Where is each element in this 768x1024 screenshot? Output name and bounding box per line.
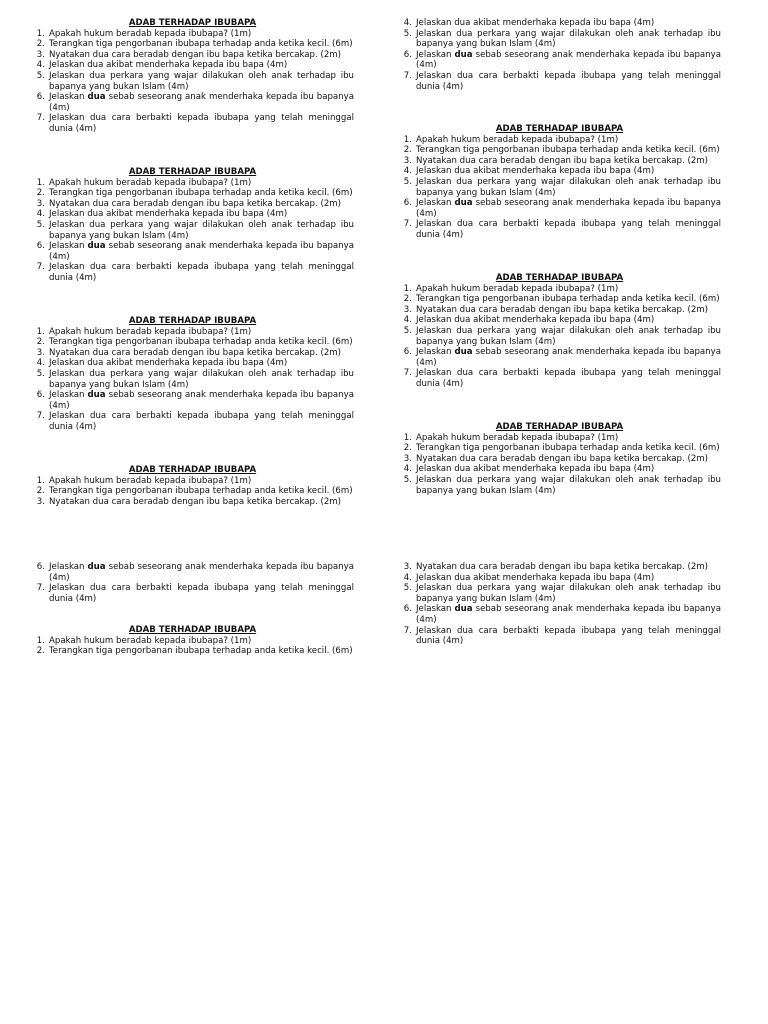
question-number: 2. <box>403 294 412 305</box>
question-text: Apakah hukum beradab kepada ibubapa? (1m) <box>416 134 619 145</box>
question-number: 1. <box>36 635 45 646</box>
worksheet-block <box>31 562 354 604</box>
question-text: sebab seseorang anak menderhaka kepada ibu bapanya (4m) <box>49 390 354 411</box>
question-item <box>31 71 354 92</box>
question-item <box>31 358 354 369</box>
question-text: Jelaskan dua akibat menderhaka kepada ibu bapa (4m) <box>416 166 655 177</box>
question-text: Jelaskan dua akibat menderhaka kepada ibu bapa (4m) <box>49 209 288 220</box>
question-text: Apakah hukum beradab kepada ibubapa? (1m) <box>49 326 252 337</box>
question-item <box>398 18 721 29</box>
question-number: 5. <box>403 28 412 39</box>
question-text: Terangkan tiga pengorbanan ibubapa terhadap anda ketika kecil. (6m) <box>49 39 353 50</box>
question-item <box>398 198 721 219</box>
question-number: 1. <box>36 326 45 337</box>
question-item <box>31 199 354 210</box>
question-number: 5. <box>403 325 412 336</box>
question-emphasis: dua <box>454 347 473 358</box>
question-list <box>398 284 721 390</box>
question-list <box>398 135 721 241</box>
question-item <box>31 411 354 432</box>
question-emphasis: dua <box>454 604 473 615</box>
question-text: Apakah hukum beradab kepada ibubapa? (1m) <box>49 177 252 188</box>
worksheet-block <box>398 422 721 496</box>
question-item <box>398 626 721 647</box>
question-number: 7. <box>36 262 45 273</box>
block-title: ADAB TERHADAP IBUBAPA <box>128 625 257 635</box>
question-number: 6. <box>403 49 412 60</box>
question-text: Jelaskan dua perkara yang wajar dilakukan oleh anak terhadap ibu bapanya yang bukan Islam (4m) <box>416 583 721 604</box>
question-text: Jelaskan dua akibat menderhaka kepada ibu bapa (4m) <box>416 18 655 28</box>
question-number: 7. <box>403 219 412 230</box>
question-list <box>31 327 354 433</box>
question-list <box>31 178 354 284</box>
question-list <box>398 433 721 497</box>
question-number: 6. <box>36 390 45 401</box>
question-item <box>398 294 721 305</box>
question-item <box>31 220 354 241</box>
question-text: Terangkan tiga pengorbanan ibubapa terhadap anda ketika kecil. (6m) <box>49 646 353 657</box>
question-item <box>31 390 354 411</box>
question-text: Nyatakan dua cara beradab dengan ibu bapa ketika bercakap. (2m) <box>416 155 709 166</box>
worksheet-block <box>398 124 721 241</box>
question-text: Terangkan tiga pengorbanan ibubapa terhadap anda ketika kecil. (6m) <box>49 337 353 348</box>
question-number: 3. <box>403 562 412 572</box>
question-item <box>398 145 721 156</box>
question-number: 3. <box>403 453 412 464</box>
question-number: 5. <box>403 474 412 485</box>
question-item <box>31 497 354 508</box>
question-text: Nyatakan dua cara beradab dengan ibu bapa ketika bercakap. (2m) <box>49 496 342 507</box>
question-text: Jelaskan <box>49 562 88 572</box>
question-number: 3. <box>36 198 45 209</box>
worksheet-block <box>31 18 354 135</box>
question-number: 2. <box>36 188 45 199</box>
worksheet-block <box>31 167 354 284</box>
question-number: 5. <box>36 70 45 81</box>
question-text: Jelaskan <box>49 241 88 252</box>
question-item <box>398 433 721 444</box>
question-text: Terangkan tiga pengorbanan ibubapa terhadap anda ketika kecil. (6m) <box>416 145 720 156</box>
question-item <box>398 326 721 347</box>
question-item <box>31 178 354 189</box>
question-text: Nyatakan dua cara beradab dengan ibu bapa ketika bercakap. (2m) <box>416 304 709 315</box>
question-text: Jelaskan <box>416 347 455 358</box>
block-title: ADAB TERHADAP IBUBAPA <box>495 124 624 134</box>
question-item <box>398 156 721 167</box>
question-item <box>31 327 354 338</box>
question-item <box>398 71 721 92</box>
question-text: Nyatakan dua cara beradab dengan ibu bapa ketika bercakap. (2m) <box>416 562 709 572</box>
question-text: sebab seseorang anak menderhaka kepada ibu bapanya (4m) <box>416 347 721 368</box>
question-text: Apakah hukum beradab kepada ibubapa? (1m) <box>416 283 619 294</box>
question-text: Jelaskan dua perkara yang wajar dilakukan oleh anak terhadap ibu bapanya yang bukan Islam (4m) <box>416 474 721 496</box>
question-item <box>398 315 721 326</box>
question-text: Jelaskan dua cara berbakti kepada ibubapa yang telah meninggal dunia (4m) <box>416 368 721 389</box>
question-text: Nyatakan dua cara beradab dengan ibu bapa ketika bercakap. (2m) <box>49 347 342 358</box>
question-item <box>31 646 354 657</box>
question-number: 7. <box>403 70 412 81</box>
question-emphasis: dua <box>87 241 106 252</box>
question-item <box>31 486 354 497</box>
block-title: ADAB TERHADAP IBUBAPA <box>128 316 257 326</box>
question-number: 7. <box>36 113 45 124</box>
question-item <box>31 113 354 134</box>
question-number: 4. <box>403 166 412 177</box>
worksheet-block <box>398 18 721 92</box>
question-number: 1. <box>403 134 412 145</box>
question-text: Jelaskan <box>416 49 455 60</box>
question-item <box>31 60 354 71</box>
question-item <box>398 604 721 625</box>
question-emphasis: dua <box>454 198 473 209</box>
question-number: 2. <box>36 39 45 50</box>
question-item <box>31 262 354 283</box>
question-number: 2. <box>403 443 412 454</box>
question-item <box>31 92 354 113</box>
question-item <box>31 39 354 50</box>
question-item <box>31 29 354 40</box>
question-number: 2. <box>36 486 45 497</box>
question-number: 4. <box>36 209 45 220</box>
question-item <box>31 337 354 348</box>
question-number: 3. <box>36 496 45 507</box>
question-text: Jelaskan dua perkara yang wajar dilakukan oleh anak terhadap ibu bapanya yang bukan Islam (4m) <box>49 70 354 92</box>
question-number: 4. <box>36 60 45 71</box>
question-number: 5. <box>403 176 412 187</box>
question-emphasis: dua <box>87 390 106 401</box>
question-list <box>398 562 721 647</box>
worksheet-block <box>398 562 721 647</box>
question-number: 1. <box>36 475 45 486</box>
question-text: Apakah hukum beradab kepada ibubapa? (1m) <box>49 28 252 39</box>
question-number: 3. <box>403 155 412 166</box>
question-list <box>31 476 354 508</box>
question-number: 3. <box>36 49 45 60</box>
question-number: 3. <box>403 304 412 315</box>
question-number: 2. <box>403 145 412 156</box>
question-item <box>398 347 721 368</box>
question-item <box>31 241 354 262</box>
question-number: 6. <box>36 241 45 252</box>
question-text: Jelaskan <box>416 198 455 209</box>
question-item <box>398 464 721 475</box>
question-text: Nyatakan dua cara beradab dengan ibu bapa ketika bercakap. (2m) <box>49 49 342 60</box>
question-text: Jelaskan dua akibat menderhaka kepada ibu bapa (4m) <box>416 315 655 326</box>
question-text: Jelaskan dua perkara yang wajar dilakukan oleh anak terhadap ibu bapanya yang bukan Islam (4m) <box>416 325 721 347</box>
question-emphasis: dua <box>454 49 473 60</box>
question-text: Jelaskan dua cara berbakti kepada ibubapa yang telah meninggal dunia (4m) <box>416 219 721 240</box>
question-item <box>31 348 354 359</box>
question-text: Jelaskan dua cara berbakti kepada ibubapa yang telah meninggal dunia (4m) <box>416 70 721 92</box>
question-item <box>31 562 354 583</box>
question-item <box>398 135 721 146</box>
question-text: Jelaskan dua cara berbakti kepada ibubapa yang telah meninggal dunia (4m) <box>49 262 354 283</box>
question-text: Jelaskan dua cara berbakti kepada ibubapa yang telah meninggal dunia (4m) <box>49 113 354 134</box>
question-number: 1. <box>36 28 45 39</box>
question-text: Jelaskan dua cara berbakti kepada ibubapa yang telah meninggal dunia (4m) <box>416 625 721 647</box>
question-item <box>398 583 721 604</box>
question-text: sebab seseorang anak menderhaka kepada ibu bapanya (4m) <box>49 562 354 583</box>
worksheet-block <box>398 273 721 390</box>
question-item <box>398 50 721 71</box>
question-number: 1. <box>403 432 412 443</box>
question-number: 6. <box>403 604 412 615</box>
question-item <box>398 454 721 465</box>
question-number: 1. <box>403 283 412 294</box>
question-item <box>31 188 354 199</box>
question-number: 4. <box>36 358 45 369</box>
worksheet-block <box>31 625 354 657</box>
block-title: ADAB TERHADAP IBUBAPA <box>128 465 257 475</box>
question-number: 7. <box>403 625 412 636</box>
question-item <box>398 368 721 389</box>
question-number: 3. <box>36 347 45 358</box>
question-number: 5. <box>403 583 412 594</box>
question-item <box>398 29 721 50</box>
block-title: ADAB TERHADAP IBUBAPA <box>495 422 624 432</box>
question-item <box>398 573 721 584</box>
question-text: sebab seseorang anak menderhaka kepada ibu bapanya (4m) <box>49 92 354 113</box>
question-number: 6. <box>36 92 45 103</box>
question-text: Apakah hukum beradab kepada ibubapa? (1m) <box>416 432 619 443</box>
question-text: sebab seseorang anak menderhaka kepada ibu bapanya (4m) <box>416 604 721 625</box>
question-item <box>398 219 721 240</box>
question-text: sebab seseorang anak menderhaka kepada ibu bapanya (4m) <box>416 198 721 219</box>
question-emphasis: dua <box>87 562 106 572</box>
question-number: 1. <box>36 177 45 188</box>
worksheet-block <box>31 465 354 507</box>
question-number: 5. <box>36 219 45 230</box>
question-text: Jelaskan dua perkara yang wajar dilakukan oleh anak terhadap ibu bapanya yang bukan Islam (4m) <box>416 28 721 50</box>
question-text: Apakah hukum beradab kepada ibubapa? (1m) <box>49 635 252 646</box>
question-list <box>31 562 354 604</box>
question-text: Nyatakan dua cara beradab dengan ibu bapa ketika bercakap. (2m) <box>49 198 342 209</box>
block-title: ADAB TERHADAP IBUBAPA <box>128 18 257 28</box>
question-item <box>31 636 354 647</box>
question-text: Jelaskan <box>49 390 88 401</box>
question-text: sebab seseorang anak menderhaka kepada ibu bapanya (4m) <box>416 49 721 71</box>
question-list <box>398 18 721 92</box>
question-number: 2. <box>36 646 45 657</box>
question-item <box>398 166 721 177</box>
question-text: Jelaskan dua akibat menderhaka kepada ibu bapa (4m) <box>416 572 655 583</box>
question-text: Terangkan tiga pengorbanan ibubapa terhadap anda ketika kecil. (6m) <box>49 486 353 497</box>
question-text: Jelaskan dua akibat menderhaka kepada ibu bapa (4m) <box>49 358 288 369</box>
question-text: Jelaskan dua perkara yang wajar dilakukan oleh anak terhadap ibu bapanya yang bukan Islam (4m) <box>49 368 354 390</box>
question-number: 4. <box>403 315 412 326</box>
question-item <box>398 475 721 496</box>
block-title: ADAB TERHADAP IBUBAPA <box>495 273 624 283</box>
question-text: Terangkan tiga pengorbanan ibubapa terhadap anda ketika kecil. (6m) <box>416 294 720 305</box>
question-item <box>398 562 721 573</box>
question-number: 4. <box>403 18 412 28</box>
question-text: Terangkan tiga pengorbanan ibubapa terhadap anda ketika kecil. (6m) <box>49 188 353 199</box>
question-text: Jelaskan dua akibat menderhaka kepada ibu bapa (4m) <box>49 60 288 71</box>
question-item <box>398 177 721 198</box>
worksheet-block <box>31 316 354 433</box>
question-item <box>398 443 721 454</box>
question-item <box>31 50 354 61</box>
question-text: Jelaskan dua perkara yang wajar dilakukan oleh anak terhadap ibu bapanya yang bukan Islam (4m) <box>416 176 721 198</box>
question-text: Apakah hukum beradab kepada ibubapa? (1m) <box>49 475 252 486</box>
question-text: Jelaskan <box>49 92 88 103</box>
question-number: 7. <box>36 411 45 422</box>
question-text: Jelaskan dua perkara yang wajar dilakukan oleh anak terhadap ibu bapanya yang bukan Islam (4m) <box>49 219 354 241</box>
question-item <box>31 209 354 220</box>
question-number: 5. <box>36 368 45 379</box>
question-number: 6. <box>36 562 45 572</box>
question-item <box>398 305 721 316</box>
question-list <box>31 636 354 657</box>
question-number: 4. <box>403 464 412 475</box>
question-number: 6. <box>403 347 412 358</box>
question-number: 4. <box>403 572 412 583</box>
question-text: sebab seseorang anak menderhaka kepada ibu bapanya (4m) <box>49 241 354 262</box>
question-item <box>31 583 354 604</box>
question-text: Jelaskan <box>416 604 455 615</box>
question-text: Terangkan tiga pengorbanan ibubapa terhadap anda ketika kecil. (6m) <box>416 443 720 454</box>
question-item <box>398 284 721 295</box>
question-text: Jelaskan dua akibat menderhaka kepada ibu bapa (4m) <box>416 464 655 475</box>
question-text: Nyatakan dua cara beradab dengan ibu bapa ketika bercakap. (2m) <box>416 453 709 464</box>
question-text: Jelaskan dua cara berbakti kepada ibubapa yang telah meninggal dunia (4m) <box>49 583 354 604</box>
question-item <box>31 369 354 390</box>
question-item <box>31 476 354 487</box>
question-emphasis: dua <box>87 92 106 103</box>
question-number: 7. <box>36 583 45 594</box>
question-number: 7. <box>403 368 412 379</box>
block-title: ADAB TERHADAP IBUBAPA <box>128 167 257 177</box>
question-list <box>31 29 354 135</box>
question-text: Jelaskan dua cara berbakti kepada ibubapa yang telah meninggal dunia (4m) <box>49 411 354 432</box>
question-number: 6. <box>403 198 412 209</box>
question-number: 2. <box>36 337 45 348</box>
